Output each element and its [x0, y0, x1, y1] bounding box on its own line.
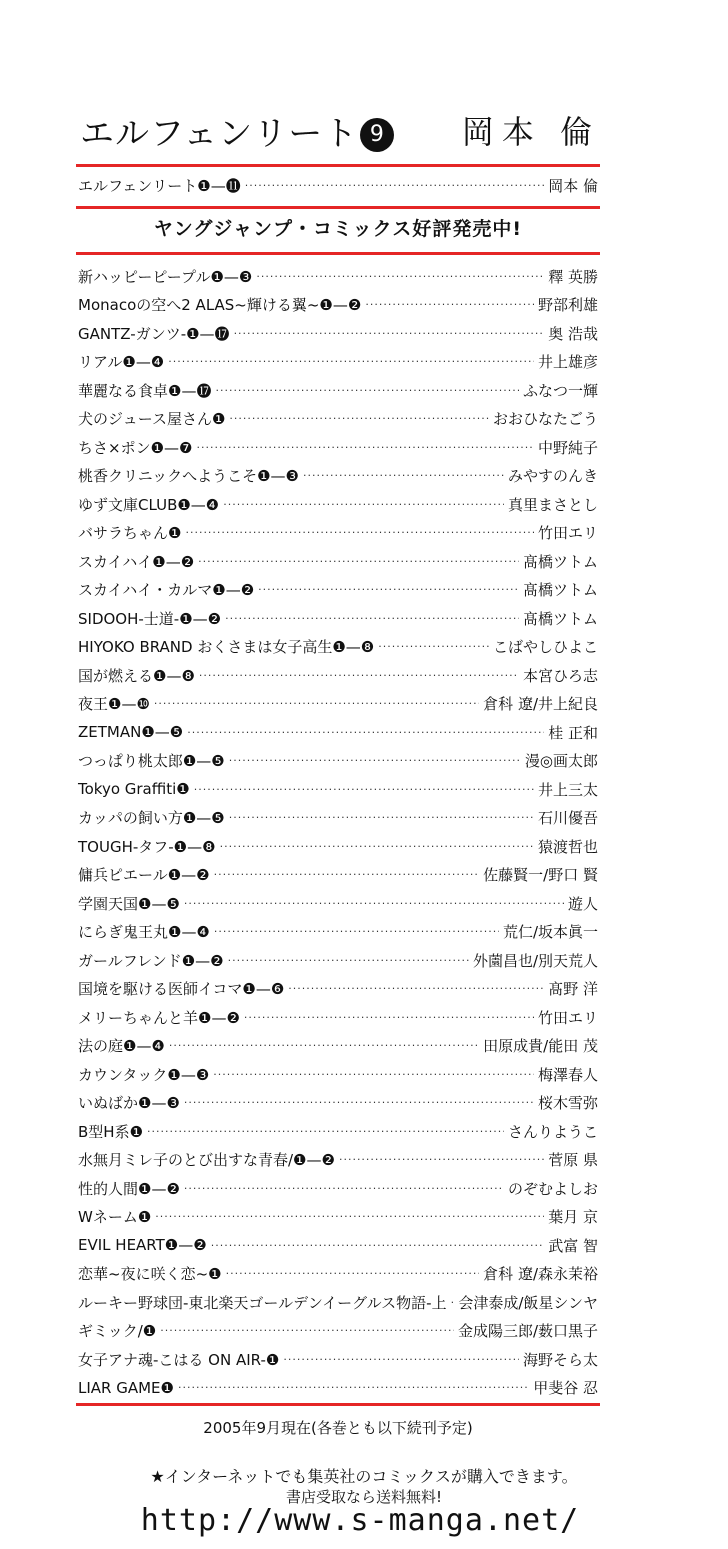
leader-dots [178, 1381, 529, 1394]
leader-dots [198, 555, 519, 568]
book-row [78, 348, 598, 377]
book-author: 外薗昌也/別天荒人 [472, 951, 598, 970]
book-row [78, 1174, 598, 1203]
book-title: ルーキー野球団-東北楽天ゴールデンイーグルス物語-上 [78, 1293, 447, 1312]
leader-dots [283, 1353, 519, 1366]
book-row [78, 1345, 598, 1374]
book-author: 会津泰成/飯星シンヤ [458, 1293, 598, 1312]
book-row [78, 319, 598, 348]
book-author: 桜木雪弥 [537, 1094, 598, 1113]
leader-dots [288, 982, 544, 995]
book-title: カウンタック❶—❸ [78, 1065, 210, 1084]
book-author: 中野純子 [537, 438, 598, 457]
book-row [78, 433, 598, 462]
book-title: GANTZ-ガンツ-❶—⓱ [78, 324, 230, 343]
leader-dots [168, 355, 534, 368]
leader-dots [194, 783, 534, 796]
book-title: メリーちゃんと羊❶—❷ [78, 1008, 240, 1027]
leader-dots [199, 669, 519, 682]
book-title: 女子アナ魂-こはる ON AIR-❶ [78, 1350, 280, 1369]
book-title: ZETMAN❶—❺ [78, 723, 184, 742]
leader-dots [225, 612, 519, 625]
leader-dots [256, 270, 544, 283]
book-row [78, 490, 598, 519]
red-rule-top [76, 164, 600, 167]
book-author: 金成陽三郎/薮口黒子 [457, 1322, 598, 1341]
book-title: ギミック/❶ [78, 1322, 157, 1341]
book-row [78, 262, 598, 291]
leader-dots [147, 1125, 504, 1138]
banner: ヤングジャンプ・コミックス好評発売中! [153, 218, 523, 240]
book-list [78, 262, 598, 1402]
book-title: スカイハイ・カルマ❶—❷ [78, 581, 255, 600]
book-title: 恋華~夜に咲く恋~❶ [78, 1265, 222, 1284]
book-author: 田原成貴/能田 茂 [483, 1037, 598, 1056]
book-row [78, 832, 598, 861]
leader-dots [184, 897, 564, 910]
book-row [78, 661, 598, 690]
book-row [78, 918, 598, 947]
volume-badge: 9 [360, 118, 394, 152]
leader-dots [184, 1182, 504, 1195]
promo-text: ★インターネットでも集英社のコミックスが購入できます。 [150, 1467, 578, 1486]
leader-dots [185, 526, 534, 539]
book-row [78, 975, 598, 1004]
book-row [78, 775, 598, 804]
book-author: 竹田エリ [537, 1008, 598, 1027]
book-row [78, 1032, 598, 1061]
leader-dots [196, 441, 534, 454]
book-author: 竹田エリ [537, 524, 598, 543]
book-row [78, 576, 598, 605]
book-author: 猿渡哲也 [537, 837, 598, 856]
book-author: 菅原 県 [548, 1151, 598, 1170]
leader-dots [378, 640, 489, 653]
book-row [78, 1260, 598, 1289]
book-row [78, 376, 598, 405]
book-author: 佐藤賢一/野口 賢 [483, 866, 598, 885]
book-title: 新ハッピーピープル❶—❸ [78, 267, 253, 286]
book-row [78, 804, 598, 833]
book-row [78, 519, 598, 548]
leader-dots [234, 327, 545, 340]
book-author: 髙橋ツトム [522, 609, 598, 628]
leader-dots [229, 811, 534, 824]
book-author: 武富 智 [548, 1236, 598, 1255]
leader-dots [187, 726, 544, 739]
book-title: Wネーム❶ [78, 1208, 152, 1227]
book-title: カッパの飼い方❶—❺ [78, 809, 225, 828]
book-row [78, 604, 598, 633]
book-author: 倉科 遼/森永茉裕 [483, 1265, 598, 1284]
book-author: 梅澤春人 [537, 1065, 598, 1084]
book-row [78, 690, 598, 719]
leader-dots [213, 1068, 534, 1081]
book-author: みやすのんき [507, 467, 598, 486]
book-row [78, 1146, 598, 1175]
leader-dots [215, 384, 519, 397]
book-title: Tokyo Graffiti❶ [78, 780, 190, 799]
series-title: エルフェンリート❶—⓫ [78, 177, 241, 195]
book-title: 桃香クリニックへようこそ❶—❸ [78, 467, 299, 486]
book-row [78, 547, 598, 576]
leader-dots [339, 1153, 544, 1166]
leader-dots [223, 498, 504, 511]
leader-dots [303, 469, 504, 482]
book-author: 真里まさとし [507, 495, 598, 514]
book-title: LIAR GAME❶ [78, 1378, 174, 1397]
book-title: B型H系❶ [78, 1122, 144, 1141]
leader-dots [169, 1039, 479, 1052]
book-author: 石川優吾 [537, 809, 598, 828]
book-author: 遊人 [567, 894, 598, 913]
book-title: 性的人間❶—❷ [78, 1179, 180, 1198]
book-author: 髙野 洋 [548, 980, 598, 999]
title-row [80, 104, 600, 156]
leader-dots [245, 179, 545, 192]
book-author: こばやしひよこ [492, 638, 598, 657]
book-title: にらぎ鬼王丸❶—❹ [78, 923, 210, 942]
book-title: 国境を駆ける医師イコマ❶—❻ [78, 980, 285, 999]
book-title: 法の庭❶—❹ [78, 1037, 165, 1056]
book-author: ふなつ一輝 [522, 381, 598, 400]
url-link[interactable]: http://www.s-manga.net/ [140, 1503, 580, 1538]
book-title: Monacoの空へ2 ALAS~輝ける翼~❶—❷ [78, 296, 362, 315]
book-row [78, 1203, 598, 1232]
leader-dots [160, 1324, 454, 1337]
book-row [78, 1117, 598, 1146]
book-title: バサラちゃん❶ [78, 524, 182, 543]
book-title: 華麗なる食卓❶—⓱ [78, 381, 212, 400]
page-title: エルフェンリート 9 [80, 106, 394, 155]
book-author: 野部利雄 [537, 296, 598, 315]
book-row [78, 1060, 598, 1089]
book-author: 髙橋ツトム [522, 581, 598, 600]
leader-dots [154, 697, 479, 710]
leader-dots [214, 925, 499, 938]
book-title: SIDOOH-士道-❶—❷ [78, 609, 222, 628]
leader-dots [226, 1267, 480, 1280]
book-author: 釋 英勝 [548, 267, 598, 286]
book-title: TOUGH-タフ-❶—❽ [78, 837, 216, 856]
series-author: 岡本 倫 [548, 177, 598, 195]
leader-dots [451, 1296, 455, 1309]
book-title: ちさ×ポン❶—❼ [78, 438, 193, 457]
date-note: 2005年9月現在(各巻とも以下続刊予定) [203, 1419, 473, 1437]
book-title: 犬のジュース屋さん❶ [78, 410, 226, 429]
leader-dots [365, 298, 534, 311]
red-rule-bottom [76, 1403, 600, 1406]
leader-dots [229, 412, 489, 425]
book-author: おおひなたごう [492, 410, 598, 429]
book-title: 傭兵ピエール❶—❷ [78, 866, 210, 885]
red-rule-3 [76, 252, 600, 255]
red-rule-2 [76, 206, 600, 209]
book-author: 甲斐谷 忍 [533, 1379, 598, 1398]
book-title: 学園天国❶—❺ [78, 894, 180, 913]
leader-dots [214, 868, 480, 881]
book-author: 髙橋ツトム [522, 552, 598, 571]
book-author: 荒仁/坂本眞一 [502, 923, 598, 942]
book-author: 漫◎画太郎 [524, 752, 598, 771]
book-author: 海野そら太 [522, 1350, 598, 1369]
book-author: さんりようこ [507, 1122, 598, 1141]
book-row [78, 747, 598, 776]
leader-dots [244, 1011, 534, 1024]
book-row [78, 946, 598, 975]
book-row [78, 291, 598, 320]
author-name: 岡本 倫 [461, 113, 600, 151]
book-title: 水無月ミレ子のとび出すな青春/❶—❷ [78, 1151, 335, 1170]
book-row [78, 1231, 598, 1260]
book-row [78, 1288, 598, 1317]
book-author: 葉月 京 [548, 1208, 598, 1227]
book-title: ゆず文庫CLUB❶—❹ [78, 495, 220, 514]
leader-dots [155, 1210, 544, 1223]
book-title: 夜王❶—❿ [78, 695, 150, 714]
book-row [78, 1374, 598, 1403]
book-title: HIYOKO BRAND おくさまは女子高生❶—❽ [78, 638, 375, 657]
book-title: ガールフレンド❶—❷ [78, 951, 224, 970]
leader-dots [220, 840, 534, 853]
book-author: 倉科 遼/井上紀良 [483, 695, 598, 714]
book-row [78, 1317, 598, 1346]
book-title: EVIL HEART❶—❷ [78, 1236, 207, 1255]
book-title: いぬばか❶—❸ [78, 1094, 180, 1113]
book-title: 国が燃える❶—❽ [78, 666, 195, 685]
book-author: 井上三太 [537, 780, 598, 799]
book-row [78, 633, 598, 662]
book-row [78, 861, 598, 890]
book-title: つっぱり桃太郎❶—❺ [78, 752, 225, 771]
leader-dots [184, 1096, 534, 1109]
leader-dots [211, 1239, 545, 1252]
book-author: 本宮ひろ志 [522, 666, 598, 685]
book-row [78, 1003, 598, 1032]
book-author: のぞむよしお [507, 1179, 598, 1198]
series-line [78, 172, 598, 199]
leader-dots [228, 954, 469, 967]
book-title: リアル❶—❹ [78, 353, 165, 372]
book-author: 桂 正和 [548, 723, 598, 742]
book-author: 井上雄彦 [537, 353, 598, 372]
leader-dots [229, 754, 521, 767]
leader-dots [258, 583, 519, 596]
book-row [78, 405, 598, 434]
book-row [78, 718, 598, 747]
book-row [78, 1089, 598, 1118]
book-title: スカイハイ❶—❷ [78, 552, 195, 571]
promo-text-2: 書店受取なら送料無料! [285, 1488, 442, 1506]
book-row [78, 889, 598, 918]
book-author: 奥 浩哉 [548, 324, 598, 343]
book-row [78, 462, 598, 491]
